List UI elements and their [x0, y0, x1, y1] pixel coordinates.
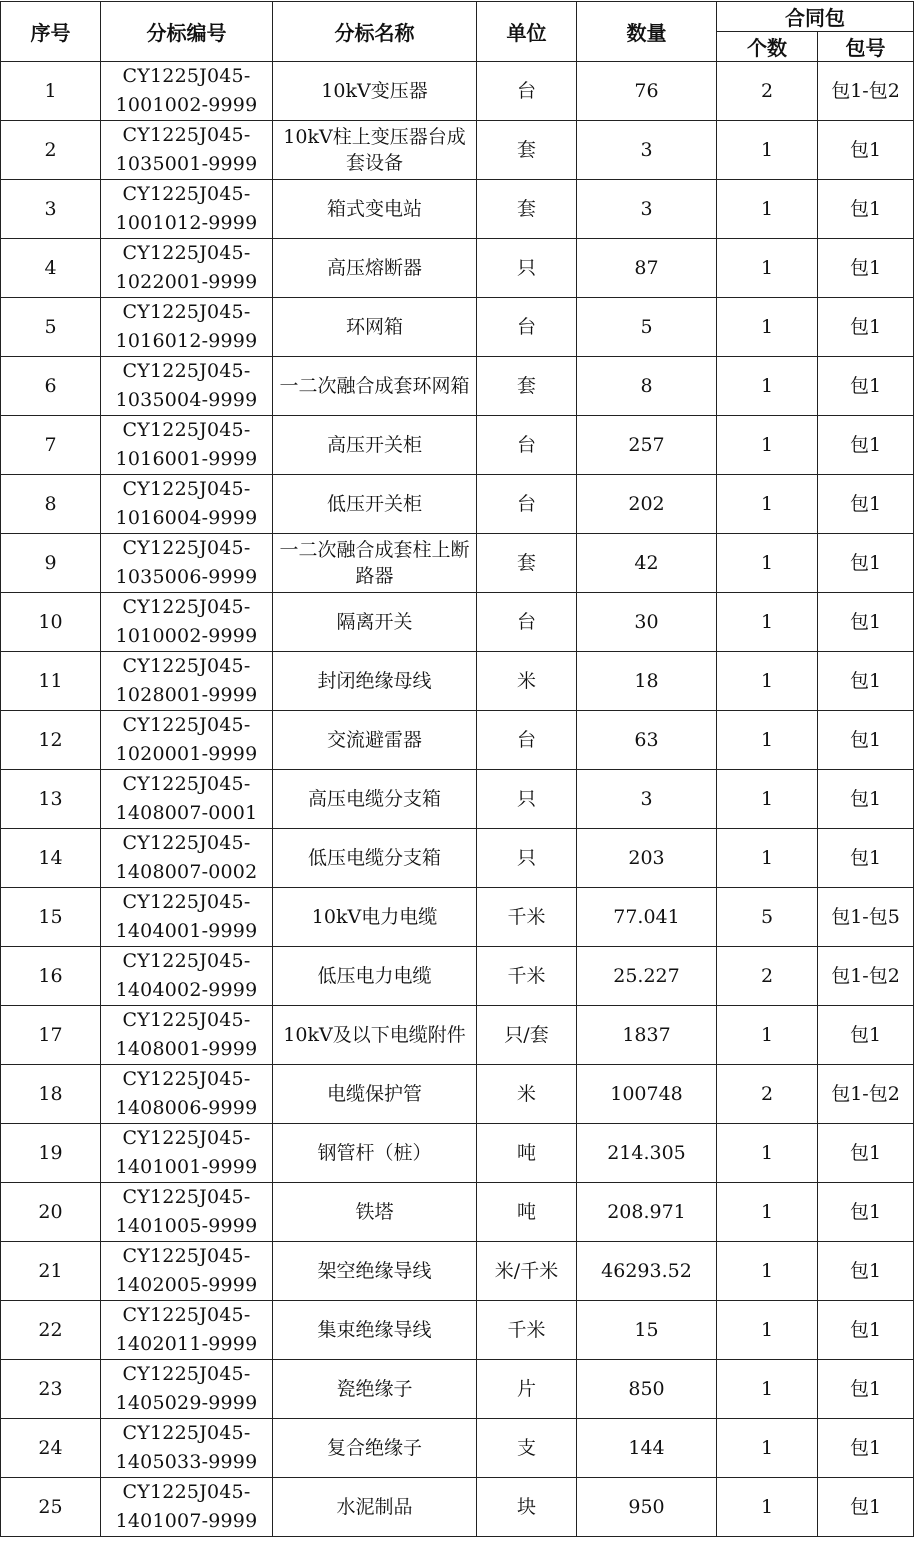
code-line-2: 1408007-0002: [115, 861, 258, 883]
table-row: [1, 62, 914, 121]
table-row: [1, 1360, 914, 1419]
cell-qty: 15: [577, 1301, 717, 1360]
code-line-2: 1402011-9999: [115, 1333, 258, 1355]
code-line-1: CY1225J045-: [122, 478, 251, 500]
cell-unit: 块: [477, 1478, 577, 1537]
cell-code: [101, 770, 273, 829]
cell-qty: 850: [577, 1360, 717, 1419]
cell-package-number: 包1: [818, 1183, 914, 1242]
cell-name: 低压开关柜: [273, 475, 477, 534]
cell-package-number: 包1-包5: [818, 888, 914, 947]
cell-name: 10kV及以下电缆附件: [273, 1006, 477, 1065]
code-line-2: 1405029-9999: [115, 1392, 258, 1414]
cell-package-number: 包1: [818, 1124, 914, 1183]
cell-package-number: 包1: [818, 1006, 914, 1065]
cell-seq: 8: [1, 475, 101, 534]
code-line-1: CY1225J045-: [122, 242, 251, 264]
cell-unit: 千米: [477, 888, 577, 947]
code-line-1: CY1225J045-: [122, 891, 251, 913]
cell-package-count: 1: [717, 1183, 818, 1242]
table-row: [1, 888, 914, 947]
cell-name: 集束绝缘导线: [273, 1301, 477, 1360]
cell-package-count: 1: [717, 121, 818, 180]
cell-qty: 202: [577, 475, 717, 534]
table-row: [1, 298, 914, 357]
cell-seq: 10: [1, 593, 101, 652]
code-line-2: 1028001-9999: [115, 684, 258, 706]
cell-package-number: 包1: [818, 534, 914, 593]
code-line-1: CY1225J045-: [122, 1068, 251, 1090]
code-line-2: 1408006-9999: [115, 1097, 258, 1119]
cell-qty: 144: [577, 1419, 717, 1478]
code-line-2: 1001012-9999: [115, 212, 258, 234]
cell-seq: 2: [1, 121, 101, 180]
cell-package-count: 1: [717, 416, 818, 475]
cell-seq: 25: [1, 1478, 101, 1537]
cell-unit: 片: [477, 1360, 577, 1419]
cell-seq: 17: [1, 1006, 101, 1065]
cell-package-number: 包1: [818, 357, 914, 416]
cell-package-number: 包1-包2: [818, 947, 914, 1006]
cell-qty: 25.227: [577, 947, 717, 1006]
table-row: [1, 180, 914, 239]
cell-code: [101, 475, 273, 534]
cell-seq: 7: [1, 416, 101, 475]
cell-code: [101, 1065, 273, 1124]
cell-code: [101, 298, 273, 357]
cell-code: [101, 829, 273, 888]
table-row: [1, 652, 914, 711]
cell-package-count: 1: [717, 534, 818, 593]
cell-package-number: 包1: [818, 1301, 914, 1360]
table-header: [1, 2, 914, 62]
code-line-1: CY1225J045-: [122, 419, 251, 441]
cell-code: [101, 652, 273, 711]
table-row: [1, 121, 914, 180]
cell-code: [101, 1419, 273, 1478]
code-line-1: CY1225J045-: [122, 1186, 251, 1208]
table-row: [1, 534, 914, 593]
cell-unit: 吨: [477, 1183, 577, 1242]
cell-code: [101, 1360, 273, 1419]
cell-package-count: 1: [717, 475, 818, 534]
cell-code: [101, 1301, 273, 1360]
cell-name: 一二次融合成套柱上断路器: [273, 534, 477, 593]
cell-package-count: 2: [717, 62, 818, 121]
cell-package-number: 包1: [818, 475, 914, 534]
cell-unit: 只/套: [477, 1006, 577, 1065]
code-line-2: 1016001-9999: [115, 448, 258, 470]
cell-name: 一二次融合成套环网箱: [273, 357, 477, 416]
cell-name: 架空绝缘导线: [273, 1242, 477, 1301]
code-line-2: 1408007-0001: [115, 802, 258, 824]
cell-package-number: 包1: [818, 180, 914, 239]
table-row: [1, 1183, 914, 1242]
header-unit: 单位: [477, 2, 577, 62]
cell-qty: 42: [577, 534, 717, 593]
cell-package-number: 包1: [818, 1419, 914, 1478]
cell-package-number: 包1: [818, 711, 914, 770]
cell-seq: 13: [1, 770, 101, 829]
code-line-1: CY1225J045-: [122, 183, 251, 205]
table-row: [1, 711, 914, 770]
code-line-2: 1001002-9999: [115, 94, 258, 116]
table-row: [1, 770, 914, 829]
code-line-1: CY1225J045-: [122, 65, 251, 87]
cell-package-count: 1: [717, 357, 818, 416]
cell-qty: 1837: [577, 1006, 717, 1065]
cell-seq: 14: [1, 829, 101, 888]
cell-qty: 203: [577, 829, 717, 888]
cell-code: [101, 1124, 273, 1183]
cell-qty: 950: [577, 1478, 717, 1537]
cell-package-number: 包1: [818, 593, 914, 652]
cell-package-number: 包1: [818, 1478, 914, 1537]
cell-qty: 77.041: [577, 888, 717, 947]
cell-seq: 9: [1, 534, 101, 593]
cell-package-count: 1: [717, 829, 818, 888]
header-code: 分标编号: [101, 2, 273, 62]
code-line-1: CY1225J045-: [122, 1363, 251, 1385]
cell-package-number: 包1: [818, 1360, 914, 1419]
cell-unit: 套: [477, 121, 577, 180]
cell-code: [101, 888, 273, 947]
cell-name: 高压电缆分支箱: [273, 770, 477, 829]
code-line-2: 1402005-9999: [115, 1274, 258, 1296]
cell-package-count: 1: [717, 239, 818, 298]
cell-code: [101, 357, 273, 416]
cell-seq: 3: [1, 180, 101, 239]
cell-package-count: 1: [717, 1419, 818, 1478]
cell-name: 箱式变电站: [273, 180, 477, 239]
cell-name: 铁塔: [273, 1183, 477, 1242]
code-line-1: CY1225J045-: [122, 1127, 251, 1149]
cell-package-number: 包1: [818, 770, 914, 829]
cell-code: [101, 1242, 273, 1301]
table-row: [1, 829, 914, 888]
cell-seq: 21: [1, 1242, 101, 1301]
cell-unit: 只: [477, 239, 577, 298]
table-row: [1, 1065, 914, 1124]
cell-seq: 22: [1, 1301, 101, 1360]
cell-unit: 只: [477, 770, 577, 829]
cell-package-number: 包1: [818, 1242, 914, 1301]
cell-code: [101, 593, 273, 652]
cell-name: 10kV变压器: [273, 62, 477, 121]
code-line-2: 1401007-9999: [115, 1510, 258, 1532]
cell-package-count: 1: [717, 770, 818, 829]
cell-name: 10kV柱上变压器台成套设备: [273, 121, 477, 180]
bid-lot-table: [0, 1, 914, 1537]
code-line-1: CY1225J045-: [122, 950, 251, 972]
cell-package-count: 1: [717, 711, 818, 770]
cell-code: [101, 947, 273, 1006]
cell-unit: 米: [477, 1065, 577, 1124]
cell-name: 高压开关柜: [273, 416, 477, 475]
code-line-1: CY1225J045-: [122, 1481, 251, 1503]
cell-qty: 208.971: [577, 1183, 717, 1242]
cell-package-number: 包1-包2: [818, 62, 914, 121]
cell-seq: 23: [1, 1360, 101, 1419]
cell-unit: 台: [477, 593, 577, 652]
cell-code: [101, 1478, 273, 1537]
code-line-2: 1408001-9999: [115, 1038, 258, 1060]
code-line-1: CY1225J045-: [122, 1245, 251, 1267]
table-body: [1, 62, 914, 1537]
cell-package-count: 1: [717, 180, 818, 239]
code-line-2: 1020001-9999: [115, 743, 258, 765]
code-line-1: CY1225J045-: [122, 773, 251, 795]
cell-unit: 只: [477, 829, 577, 888]
cell-code: [101, 62, 273, 121]
table-row: [1, 1124, 914, 1183]
code-line-2: 1404001-9999: [115, 920, 258, 942]
code-line-1: CY1225J045-: [122, 1009, 251, 1031]
header-row-top: [1, 2, 914, 32]
code-line-1: CY1225J045-: [122, 832, 251, 854]
cell-package-number: 包1: [818, 416, 914, 475]
cell-code: [101, 239, 273, 298]
cell-qty: 46293.52: [577, 1242, 717, 1301]
cell-name: 10kV电力电缆: [273, 888, 477, 947]
cell-unit: 套: [477, 357, 577, 416]
table-row: [1, 593, 914, 652]
cell-name: 高压熔断器: [273, 239, 477, 298]
cell-package-count: 1: [717, 1478, 818, 1537]
code-line-2: 1401001-9999: [115, 1156, 258, 1178]
cell-qty: 18: [577, 652, 717, 711]
cell-qty: 3: [577, 770, 717, 829]
cell-unit: 台: [477, 416, 577, 475]
cell-package-count: 5: [717, 888, 818, 947]
cell-seq: 1: [1, 62, 101, 121]
cell-package-count: 2: [717, 947, 818, 1006]
cell-unit: 台: [477, 711, 577, 770]
table-row: [1, 416, 914, 475]
code-line-1: CY1225J045-: [122, 1422, 251, 1444]
code-line-1: CY1225J045-: [122, 360, 251, 382]
code-line-2: 1035001-9999: [115, 153, 258, 175]
cell-package-number: 包1: [818, 121, 914, 180]
header-contract-package: 合同包: [717, 2, 914, 32]
cell-code: [101, 1006, 273, 1065]
cell-qty: 8: [577, 357, 717, 416]
cell-package-count: 1: [717, 593, 818, 652]
header-package-number: 包号: [818, 32, 914, 62]
code-line-2: 1405033-9999: [115, 1451, 258, 1473]
cell-qty: 76: [577, 62, 717, 121]
cell-package-number: 包1: [818, 298, 914, 357]
cell-package-count: 1: [717, 1360, 818, 1419]
cell-qty: 87: [577, 239, 717, 298]
table-row: [1, 947, 914, 1006]
cell-seq: 6: [1, 357, 101, 416]
header-seq: 序号: [1, 2, 101, 62]
code-line-1: CY1225J045-: [122, 596, 251, 618]
cell-seq: 11: [1, 652, 101, 711]
table-row: [1, 1478, 914, 1537]
cell-package-count: 1: [717, 1301, 818, 1360]
cell-seq: 20: [1, 1183, 101, 1242]
code-line-2: 1010002-9999: [115, 625, 258, 647]
cell-package-count: 1: [717, 652, 818, 711]
cell-unit: 米: [477, 652, 577, 711]
code-line-1: CY1225J045-: [122, 714, 251, 736]
cell-package-count: 1: [717, 298, 818, 357]
cell-qty: 100748: [577, 1065, 717, 1124]
cell-unit: 吨: [477, 1124, 577, 1183]
cell-package-count: 1: [717, 1124, 818, 1183]
cell-package-count: 2: [717, 1065, 818, 1124]
code-line-1: CY1225J045-: [122, 301, 251, 323]
cell-qty: 5: [577, 298, 717, 357]
cell-unit: 千米: [477, 1301, 577, 1360]
cell-qty: 3: [577, 121, 717, 180]
cell-unit: 套: [477, 180, 577, 239]
cell-qty: 63: [577, 711, 717, 770]
cell-unit: 台: [477, 298, 577, 357]
header-package-count: 个数: [717, 32, 818, 62]
code-line-2: 1022001-9999: [115, 271, 258, 293]
cell-seq: 4: [1, 239, 101, 298]
table-row: [1, 239, 914, 298]
code-line-2: 1016012-9999: [115, 330, 258, 352]
code-line-2: 1401005-9999: [115, 1215, 258, 1237]
cell-qty: 30: [577, 593, 717, 652]
cell-seq: 18: [1, 1065, 101, 1124]
cell-name: 水泥制品: [273, 1478, 477, 1537]
cell-code: [101, 180, 273, 239]
cell-seq: 5: [1, 298, 101, 357]
cell-qty: 257: [577, 416, 717, 475]
cell-seq: 15: [1, 888, 101, 947]
cell-unit: 套: [477, 534, 577, 593]
cell-name: 交流避雷器: [273, 711, 477, 770]
cell-unit: 台: [477, 475, 577, 534]
code-line-2: 1035004-9999: [115, 389, 258, 411]
cell-name: 隔离开关: [273, 593, 477, 652]
table-row: [1, 475, 914, 534]
cell-name: 复合绝缘子: [273, 1419, 477, 1478]
cell-seq: 12: [1, 711, 101, 770]
cell-seq: 19: [1, 1124, 101, 1183]
cell-package-count: 1: [717, 1006, 818, 1065]
cell-unit: 台: [477, 62, 577, 121]
cell-unit: 千米: [477, 947, 577, 1006]
header-name: 分标名称: [273, 2, 477, 62]
cell-code: [101, 711, 273, 770]
cell-package-count: 1: [717, 1242, 818, 1301]
cell-package-number: 包1: [818, 829, 914, 888]
code-line-2: 1404002-9999: [115, 979, 258, 1001]
cell-name: 钢管杆（桩）: [273, 1124, 477, 1183]
cell-seq: 16: [1, 947, 101, 1006]
table-row: [1, 1242, 914, 1301]
code-line-2: 1016004-9999: [115, 507, 258, 529]
cell-code: [101, 534, 273, 593]
cell-name: 电缆保护管: [273, 1065, 477, 1124]
cell-code: [101, 121, 273, 180]
cell-name: 封闭绝缘母线: [273, 652, 477, 711]
code-line-2: 1035006-9999: [115, 566, 258, 588]
cell-name: 低压电缆分支箱: [273, 829, 477, 888]
cell-code: [101, 1183, 273, 1242]
cell-seq: 24: [1, 1419, 101, 1478]
table-row: [1, 357, 914, 416]
code-line-1: CY1225J045-: [122, 1304, 251, 1326]
cell-name: 瓷绝缘子: [273, 1360, 477, 1419]
table-row: [1, 1006, 914, 1065]
cell-qty: 214.305: [577, 1124, 717, 1183]
code-line-1: CY1225J045-: [122, 537, 251, 559]
table-row: [1, 1419, 914, 1478]
cell-name: 环网箱: [273, 298, 477, 357]
cell-qty: 3: [577, 180, 717, 239]
header-qty: 数量: [577, 2, 717, 62]
cell-package-number: 包1: [818, 239, 914, 298]
cell-name: 低压电力电缆: [273, 947, 477, 1006]
cell-package-number: 包1: [818, 652, 914, 711]
cell-unit: 米/千米: [477, 1242, 577, 1301]
cell-code: [101, 416, 273, 475]
cell-unit: 支: [477, 1419, 577, 1478]
cell-package-number: 包1-包2: [818, 1065, 914, 1124]
code-line-1: CY1225J045-: [122, 124, 251, 146]
code-line-1: CY1225J045-: [122, 655, 251, 677]
table-row: [1, 1301, 914, 1360]
